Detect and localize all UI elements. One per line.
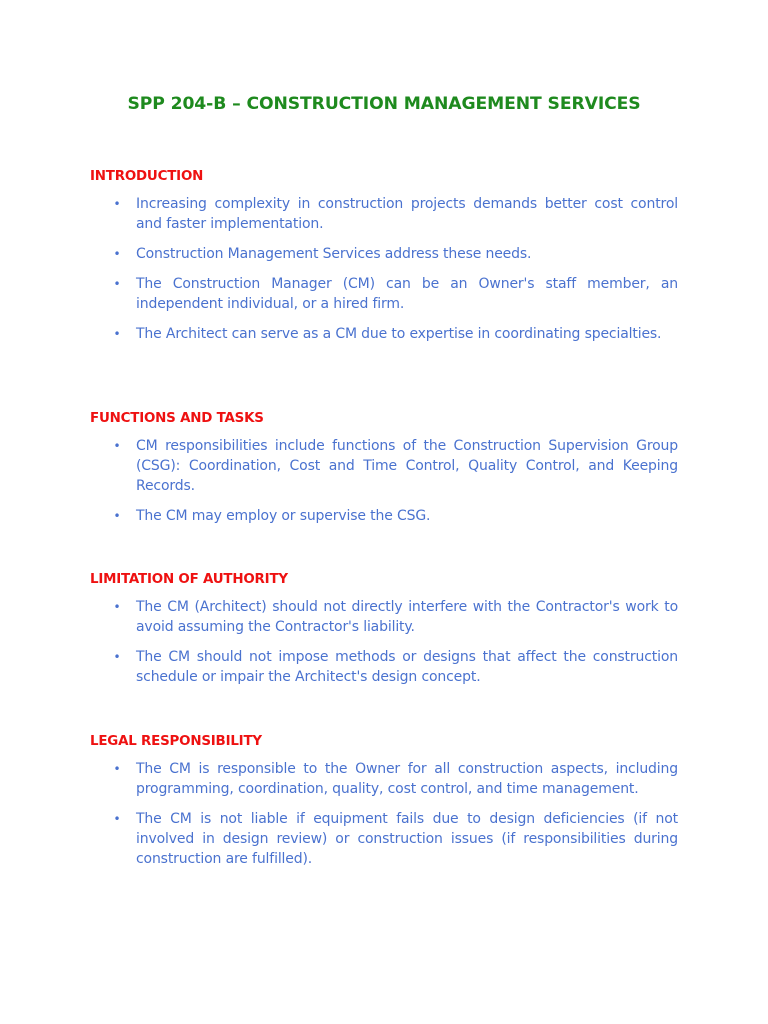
list-item-text: The CM is not liable if equipment fails due to design deficiencies (if not involved in design review) or construction issues (if responsibilities during construction are fulfilled). — [136, 811, 678, 867]
section-heading: LEGAL RESPONSIBILITY — [90, 734, 262, 749]
bullet-icon: • — [113, 247, 121, 261]
section-heading: LIMITATION OF AUTHORITY — [90, 572, 288, 587]
list-item — [90, 194, 678, 234]
bullet-icon: • — [113, 509, 121, 523]
list-item — [90, 809, 678, 869]
section-heading: INTRODUCTION — [90, 169, 204, 184]
list-item-text: The CM should not impose methods or designs that affect the construction schedule or impair the Architect's design concept. — [136, 649, 678, 685]
bullet-list — [90, 759, 678, 869]
page-title: SPP 204-B – CONSTRUCTION MANAGEMENT SERVICES — [127, 94, 641, 114]
list-item-text: Increasing complexity in construction projects demands better cost control and faster implementation. — [136, 196, 678, 232]
section-heading: FUNCTIONS AND TASKS — [90, 411, 264, 426]
list-item — [90, 759, 678, 799]
list-item-text: Construction Management Services address these needs. — [136, 246, 532, 262]
bullet-icon: • — [113, 650, 121, 664]
section-limitation-of-authority — [90, 572, 678, 697]
list-item — [90, 597, 678, 637]
list-item-text: The CM may employ or supervise the CSG. — [136, 508, 431, 524]
list-item — [90, 647, 678, 687]
list-item-text: The Architect can serve as a CM due to expertise in coordinating specialties. — [136, 326, 662, 342]
bullet-icon: • — [113, 327, 121, 341]
list-item — [90, 244, 678, 264]
bullet-icon: • — [113, 277, 121, 291]
bullet-list — [90, 597, 678, 687]
bullet-icon: • — [113, 439, 121, 453]
section-functions-and-tasks — [90, 411, 678, 536]
list-item-text: The CM is responsible to the Owner for all construction aspects, including programming, coordination, quality, cost control, and time management. — [136, 761, 678, 797]
bullet-list — [90, 436, 678, 526]
list-item-text: The CM (Architect) should not directly interfere with the Contractor's work to avoid assuming the Contractor's liability. — [136, 599, 678, 635]
bullet-icon: • — [113, 812, 121, 826]
list-item — [90, 274, 678, 314]
bullet-icon: • — [113, 600, 121, 614]
bullet-icon: • — [113, 197, 121, 211]
bullet-list — [90, 194, 678, 344]
section-legal-responsibility — [90, 734, 678, 879]
bullet-icon: • — [113, 762, 121, 776]
list-item-text: CM responsibilities include functions of the Construction Supervision Group (CSG): Coordination, Cost and Time Control, Quality Control, and Keeping Records. — [136, 438, 678, 494]
section-introduction — [90, 169, 678, 354]
list-item — [90, 324, 678, 344]
list-item — [90, 506, 678, 526]
list-item-text: The Construction Manager (CM) can be an Owner's staff member, an independent individual, or a hired firm. — [136, 276, 678, 312]
list-item — [90, 436, 678, 496]
